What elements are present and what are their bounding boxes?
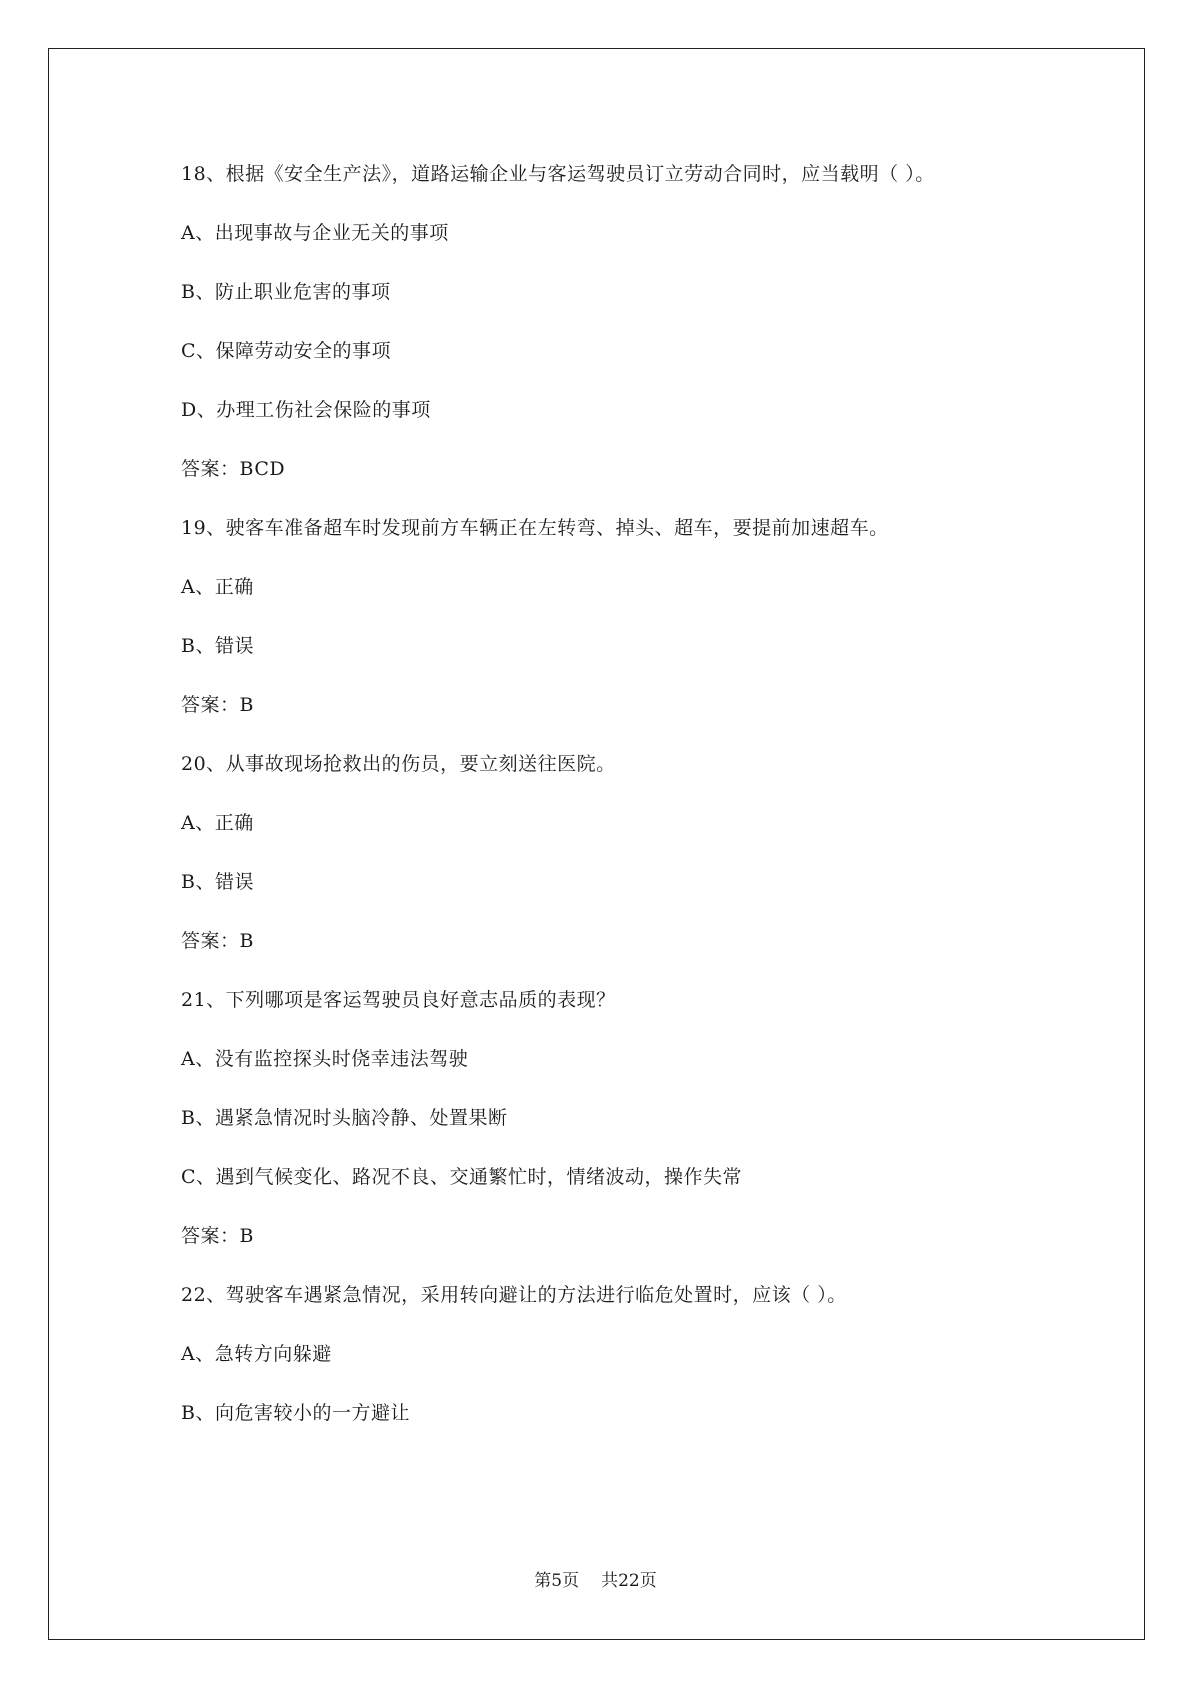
question-19-answer: 答案：B [181, 694, 254, 716]
question-20-answer: 答案：B [181, 930, 254, 952]
question-18-option-d: D、办理工伤社会保险的事项 [181, 399, 431, 421]
question-21-stem: 21、下列哪项是客运驾驶员良好意志品质的表现？ [181, 989, 616, 1011]
question-18-option-a: A、出现事故与企业无关的事项 [181, 222, 449, 244]
question-18-stem: 18、根据《安全生产法》，道路运输企业与客运驾驶员订立劳动合同时，应当载明（ ）。 [181, 163, 935, 185]
question-18-option-c: C、保障劳动安全的事项 [181, 340, 392, 362]
question-19-option-b: B、错误 [181, 635, 254, 657]
question-22-option-b: B、向危害较小的一方避让 [181, 1402, 410, 1424]
question-20-stem: 20、从事故现场抢救出的伤员，要立刻送往医院。 [181, 753, 616, 775]
question-22-option-a: A、急转方向躲避 [181, 1343, 332, 1365]
question-20-option-b: B、错误 [181, 871, 254, 893]
question-18-answer: 答案：BCD [181, 458, 286, 480]
page-total: 共22页 [601, 1571, 657, 1591]
question-20-option-a: A、正确 [181, 812, 254, 834]
question-21-option-a: A、没有监控探头时侥幸违法驾驶 [181, 1048, 469, 1070]
page-number: 第5页 [534, 1571, 580, 1591]
question-19-stem: 19、驶客车准备超车时发现前方车辆正在左转弯、掉头、超车，要提前加速超车。 [181, 517, 889, 539]
question-21-option-c: C、遇到气候变化、路况不良、交通繁忙时，情绪波动，操作失常 [181, 1166, 743, 1188]
question-21-answer: 答案：B [181, 1225, 254, 1247]
question-22-stem: 22、驾驶客车遇紧急情况，采用转向避让的方法进行临危处置时，应该（ ）。 [181, 1284, 847, 1306]
question-18-option-b: B、防止职业危害的事项 [181, 281, 391, 303]
question-21-option-b: B、遇紧急情况时头脑冷静、处置果断 [181, 1107, 508, 1129]
page-footer [0, 1570, 1191, 1592]
question-19-option-a: A、正确 [181, 576, 254, 598]
